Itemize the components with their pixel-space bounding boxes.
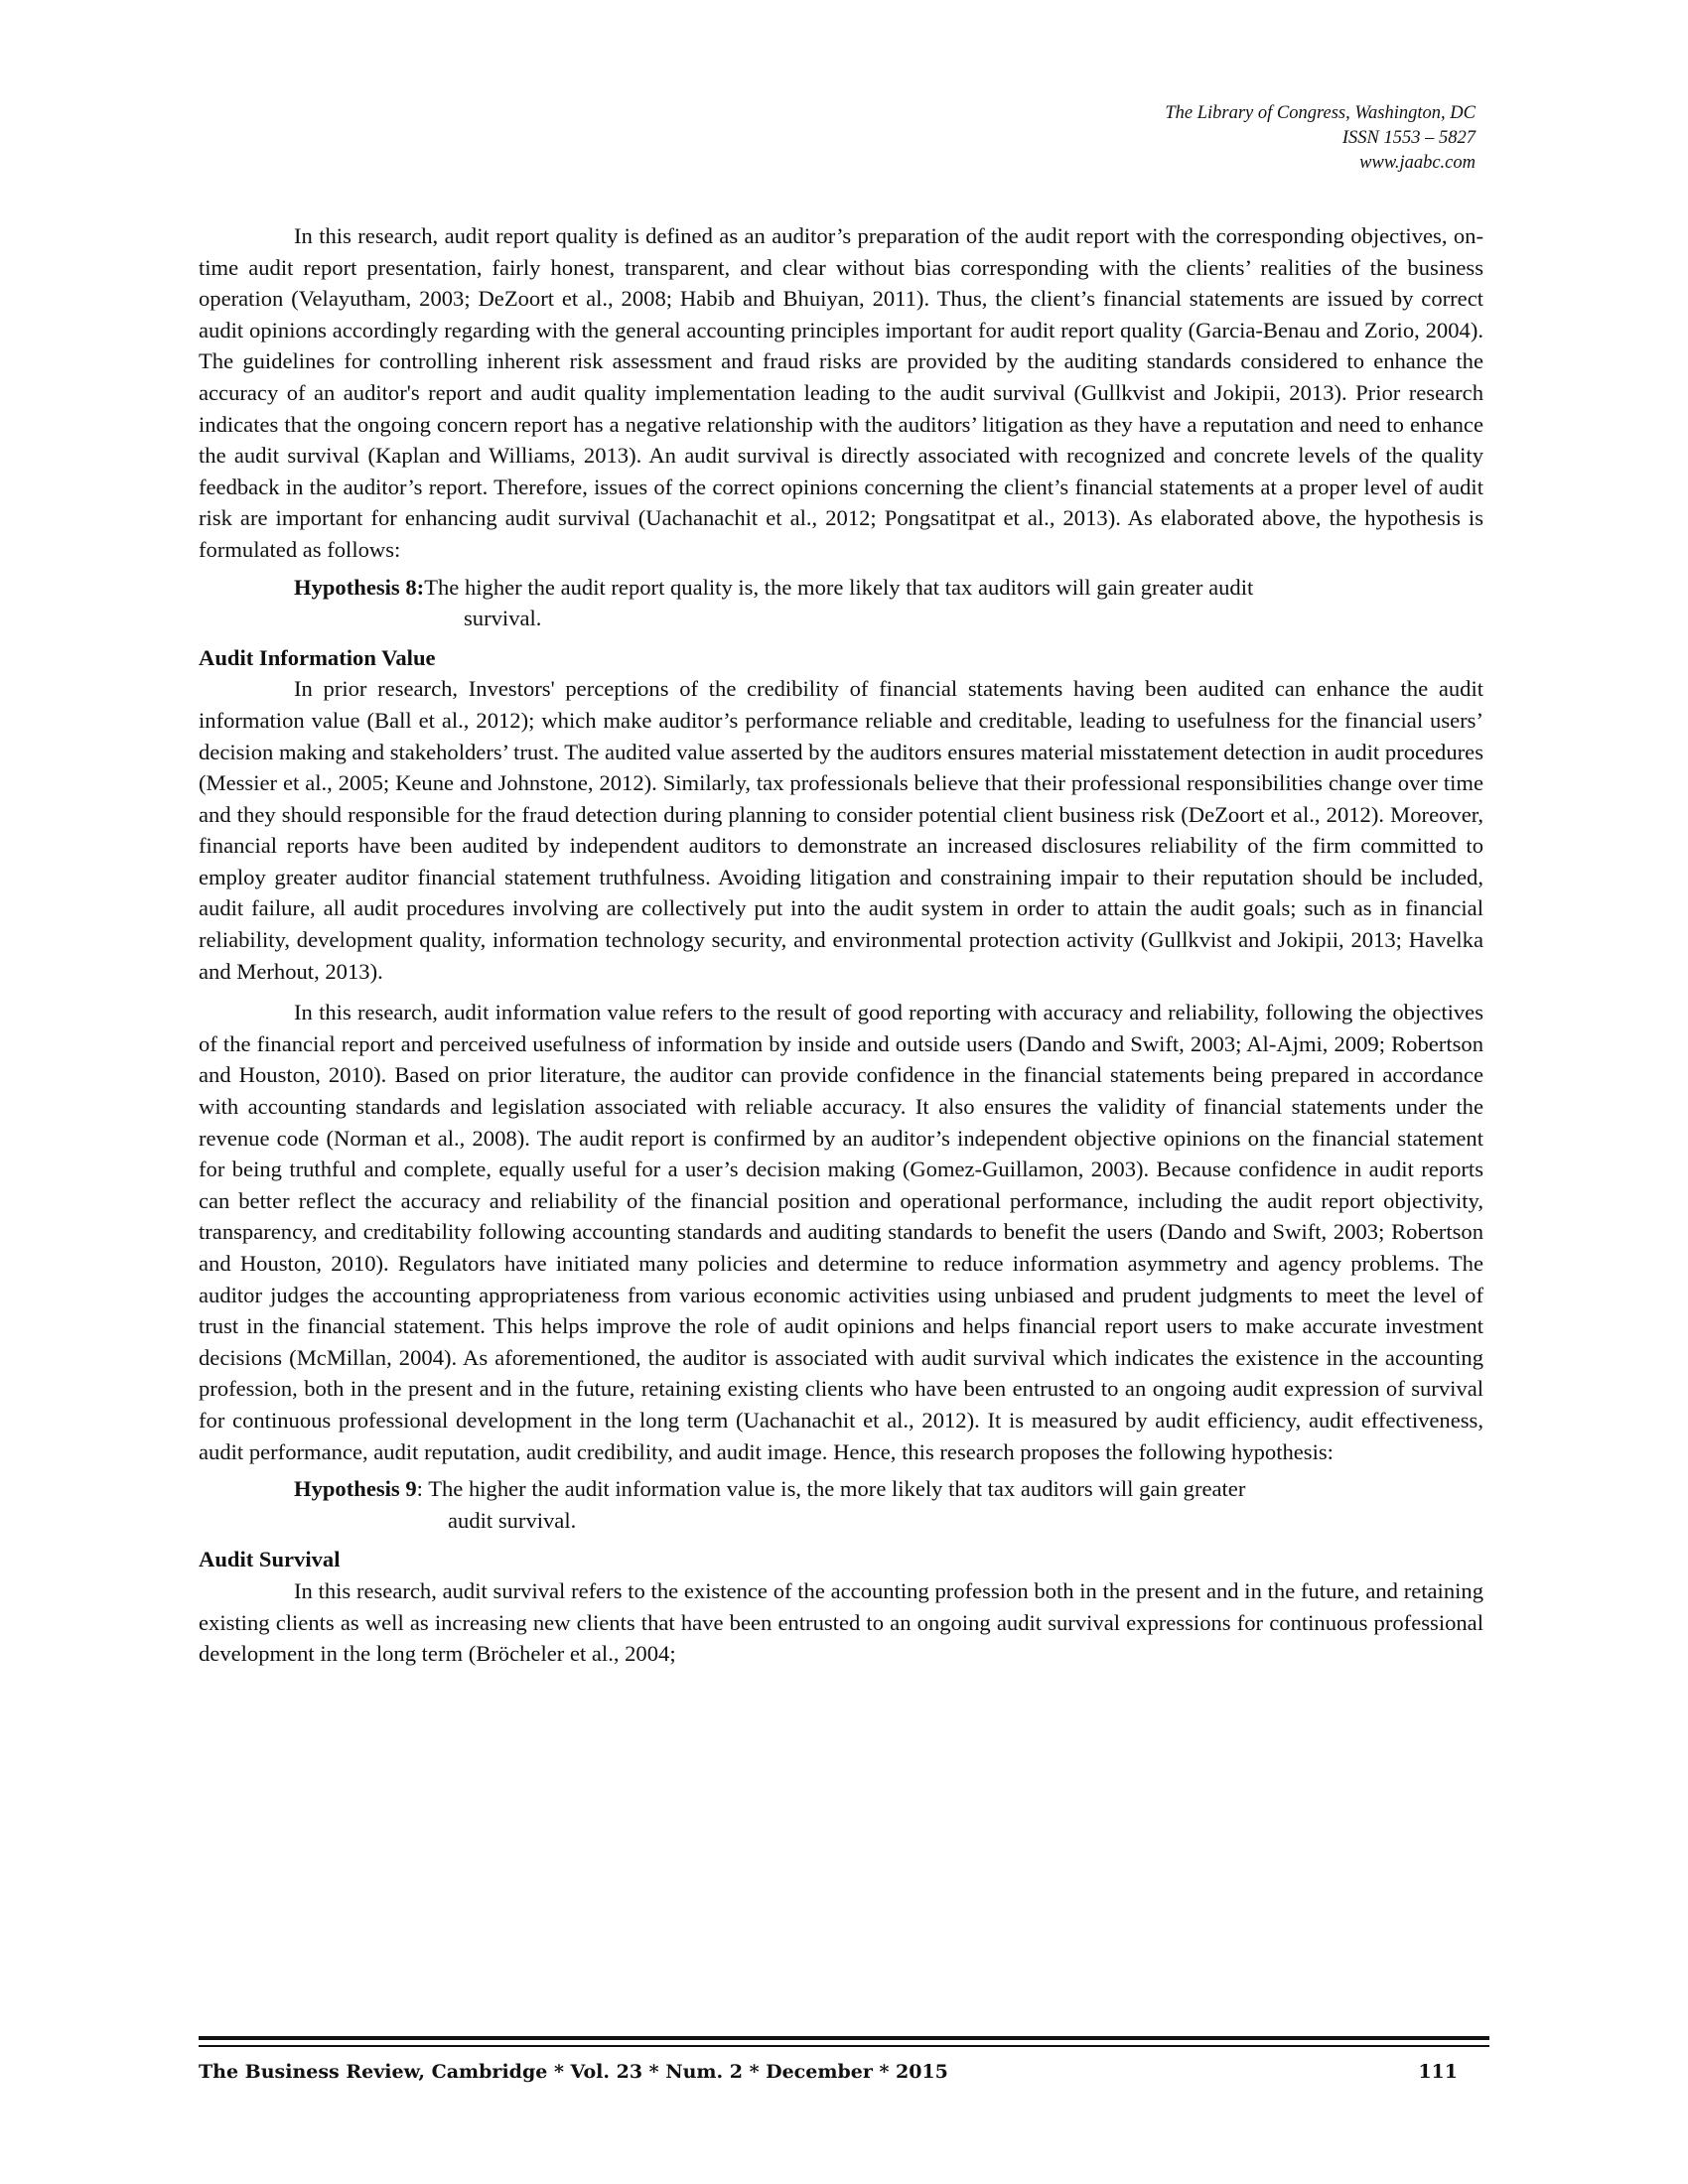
hypothesis-8-text: The higher the audit report quality is, the more likely that tax auditors will gain greater audit bbox=[424, 574, 1254, 600]
heading-audit-survival: Audit Survival bbox=[199, 1547, 341, 1572]
footer-journal: The Business Review, Cambridge * Vol. 23 * Num. 2 * December * 2015 bbox=[199, 2061, 948, 2083]
hypothesis-8-label: Hypothesis 8: bbox=[294, 574, 425, 600]
paragraph-audit-report-quality: In this research, audit report quality is defined as an auditor’s preparation of the audit report with the corresponding objectives, on-time audit report presentation, fairly honest, transparent, and clear without bias corresponding with the clients’ realities of the business operation (Velayutham, 2003; DeZoort et al., 2008; Habib and Bhuiyan, 2011). Thus, the client’s financial statements are issued by correct audit opinions accordingly regarding with the general accounting principles important for audit report quality (Garcia-Benau and Zorio, 2004). The guidelines for controlling inherent risk assessment and fraud risks are provided by the auditing standards considered to enhance the accuracy of an auditor's report and audit quality implementation leading to the audit survival (Gullkvist and Jokipii, 2013). Prior research indicates that the ongoing concern report has a negative relationship with the auditors’ litigation as they have a reputation and need to enhance the audit survival (Kaplan and Williams, 2013). An audit survival is directly associated with recognized and concrete levels of the quality feedback in the auditor’s report. Therefore, issues of the correct opinions concerning the client’s financial statements at a proper level of audit risk are important for enhancing audit survival (Uachanachit et al., 2012; Pongsatitpat et al., 2013). As elaborated above, the hypothesis is formulated as follows: bbox=[199, 223, 1483, 562]
hypothesis-9-text: : The higher the audit information value is, the more likely that tax auditors will gain greater bbox=[416, 1476, 1246, 1502]
paragraph-audit-information-value-2: In this research, audit information value refers to the result of good reporting with accuracy and reliability, following the objectives of the financial report and perceived usefulness of information by inside and outside users (Dando and Swift, 2003; Al-Ajmi, 2009; Robertson and Houston, 2010). Based on prior literature, the auditor can provide confidence in the financial statements being prepared in accordance with accounting standards and legislation associated with reliable accuracy. It also ensures the validity of financial statements under the revenue code (Norman et al., 2008). The audit report is confirmed by an auditor’s independent objective opinions on the financial statement for being truthful and complete, equally useful for a user’s decision making (Gomez-Guillamon, 2003). Because confidence in audit reports can better reflect the accuracy and reliability of the financial position and operational performance, including the audit report objectivity, transparency, and creditability following accounting standards and auditing standards to benefit the users (Dando and Swift, 2003; Robertson and Houston, 2010). Regulators have initiated many policies and determine to reduce information asymmetry and agency problems. The auditor judges the accounting appropriateness from various economic activities using unbiased and prudent judgments to meet the level of trust in the financial statement. This helps improve the role of audit opinions and helps financial report users to make accurate investment decisions (McMillan, 2004). As aforementioned, the auditor is associated with audit survival which indicates the existence in the accounting profession, both in the present and in the future, retaining existing clients who have been entrusted to an ongoing audit expression of survival for continuous professional development in the long term (Uachanachit et al., 2012). It is measured by audit efficiency, audit effectiveness, audit performance, audit reputation, audit credibility, and audit image. Hence, this research proposes the following hypothesis: bbox=[199, 1000, 1483, 1464]
footer-rule-thin bbox=[199, 2045, 1489, 2047]
running-header bbox=[1165, 101, 1476, 176]
heading-audit-information-value: Audit Information Value bbox=[199, 644, 436, 670]
paragraph-audit-information-value-1: In prior research, Investors' perceptions of the credibility of financial statements having been audited can enhance the audit information value (Ball et al., 2012); which make auditor’s performance reliable and creditable, leading to usefulness for the financial users’ decision making and stakeholders’ trust. The audited value asserted by the auditors ensures material misstatement detection in audit procedures (Messier et al., 2005; Keune and Johnstone, 2012). Similarly, tax professionals believe that their professional responsibilities change over time and they should responsible for the fraud detection during planning to consider potential client business risk (DeZoort et al., 2012). Moreover, financial reports have been audited by independent auditors to demonstrate an increased disclosures reliability of the firm committed to employ greater auditor financial statement truthfulness. Avoiding litigation and constraining impair to their reputation should be included, audit failure, all audit procedures involving are collectively put into the audit system in order to attain the audit goals; such as in financial reliability, development quality, information technology security, and environmental protection activity (Gullkvist and Jokipii, 2013; Havelka and Merhout, 2013). bbox=[199, 676, 1483, 984]
paragraph-audit-survival: In this research, audit survival refers to the existence of the accounting profession both in the present and in the future, and retaining existing clients as well as increasing new clients that have been entrusted to an ongoing audit survival expressions for continuous professional development in the long term (Bröcheler et al., 2004; bbox=[199, 1577, 1483, 1667]
article-body bbox=[199, 220, 1483, 1670]
page-number: 111 bbox=[1418, 2061, 1458, 2083]
header-library: The Library of Congress, Washington, DC bbox=[1165, 103, 1476, 123]
hypothesis-9 bbox=[199, 1473, 1483, 1536]
header-issn: ISSN 1553 – 5827 bbox=[1341, 128, 1476, 148]
header-website: www.jaabc.com bbox=[1359, 153, 1476, 173]
hypothesis-9-label: Hypothesis 9 bbox=[294, 1476, 417, 1502]
hypothesis-8-continuation: survival. bbox=[464, 606, 542, 631]
hypothesis-8 bbox=[199, 572, 1483, 634]
hypothesis-9-continuation: audit survival. bbox=[448, 1507, 577, 1533]
footer-rule-thick bbox=[199, 2036, 1489, 2040]
footer bbox=[199, 2061, 1458, 2083]
